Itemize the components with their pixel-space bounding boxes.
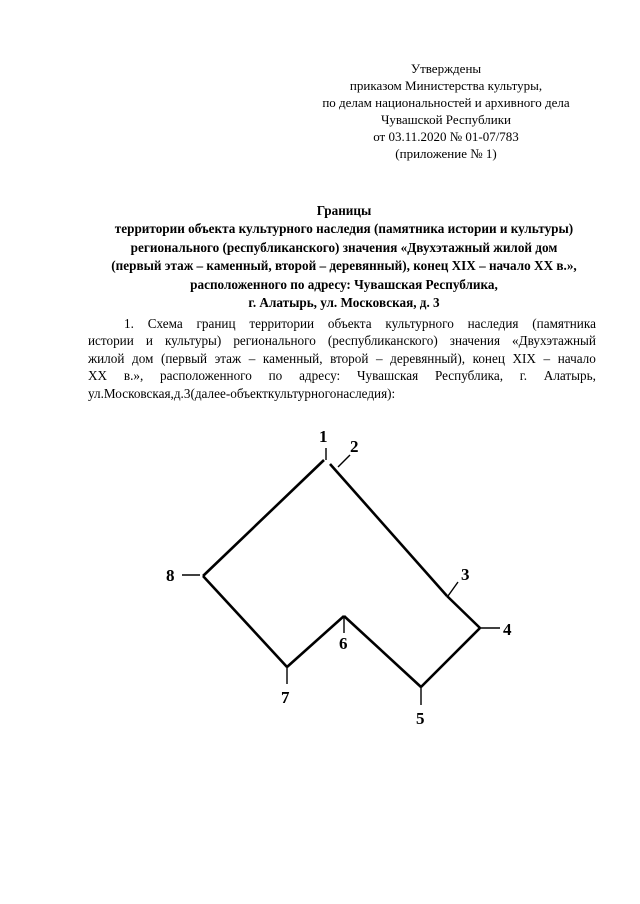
approval-line: Чувашской Республики xyxy=(380,112,512,127)
paragraph-word: культурного xyxy=(267,385,337,401)
paragraph-word: культурного xyxy=(385,316,454,331)
title-line: расположенного по адресу: Чувашская Республика, xyxy=(190,276,498,292)
leader-tick-3 xyxy=(448,582,458,596)
title-line: г. Алатырь, ул. Московская, д. 3 xyxy=(248,295,440,311)
paragraph-word: объект xyxy=(230,385,268,401)
paragraph-word: территории xyxy=(249,316,315,331)
paragraph-word: наследия): xyxy=(336,385,396,401)
paragraph-word: в.», xyxy=(123,368,144,384)
paragraph-word: – xyxy=(543,350,551,366)
title-line: территории объекта культурного наследия (памятника истории и культуры) xyxy=(114,221,574,237)
paragraph-word: (республиканского) xyxy=(327,333,438,349)
boundary-segment-5-4 xyxy=(421,628,480,687)
point-label-4: 4 xyxy=(503,620,512,639)
paragraph-word: (первый xyxy=(160,350,208,366)
paragraph-word: – xyxy=(248,350,256,366)
boundary-segment-1-8 xyxy=(203,460,324,576)
paragraph-word: Чувашская xyxy=(356,368,419,384)
paragraph-word: д. xyxy=(173,385,184,401)
paragraph-word: Схема xyxy=(147,316,183,331)
approval-line: по делам национальностей и архивного дела xyxy=(322,95,570,110)
paragraph-word: (далее xyxy=(190,385,226,401)
paragraph-word: «Двухэтажный xyxy=(512,333,596,349)
paragraph-word: и xyxy=(145,333,153,349)
paragraph-word: дом xyxy=(131,350,154,366)
boundary-segment-7-6 xyxy=(287,616,344,667)
approval-line: от 03.11.2020 № 01-07/783 xyxy=(373,129,519,144)
paragraph-word: значения xyxy=(449,333,501,349)
boundary-segment-6-5 xyxy=(344,616,421,687)
paragraph-word: этаж xyxy=(214,350,242,366)
paragraph-word: наследия xyxy=(467,316,519,331)
paragraph-word: культуры) xyxy=(164,333,222,349)
paragraph-word: XIX xyxy=(512,350,536,366)
paragraph-word: Московская, xyxy=(103,385,174,401)
boundary-segment-4-3 xyxy=(447,596,480,628)
paragraph-word: г. xyxy=(519,368,528,384)
paragraph-word: истории xyxy=(88,333,134,349)
paragraph-word: – xyxy=(375,350,383,366)
paragraph-word: границ xyxy=(196,316,236,331)
point-label-5: 5 xyxy=(416,709,425,728)
paragraph-word: XX xyxy=(88,368,108,384)
point-label-2: 2 xyxy=(350,437,359,456)
paragraph-word: 1. xyxy=(124,316,134,331)
boundary-segment-3-2 xyxy=(330,464,447,596)
boundary-segment-8-7 xyxy=(203,576,287,667)
paragraph-word: ул. xyxy=(88,385,104,401)
paragraph-word: регионального xyxy=(233,333,316,349)
paragraph-word: - xyxy=(225,385,231,401)
leader-tick-2 xyxy=(338,455,350,467)
paragraph-word: каменный, xyxy=(262,350,323,366)
paragraph-word: объекта xyxy=(327,316,372,331)
title-line: Границы xyxy=(316,203,372,218)
approval-line: Утверждены xyxy=(410,61,482,76)
paragraph-word: начало xyxy=(557,350,596,366)
point-label-7: 7 xyxy=(281,688,290,707)
paragraph-word: конец xyxy=(472,350,505,366)
paragraph-word: Республика, xyxy=(434,368,504,384)
paragraph-word: по xyxy=(268,368,283,384)
approval-line: приказом Министерства культуры, xyxy=(349,78,543,93)
paragraph-word: расположенного xyxy=(160,368,252,384)
approval-line: (приложение № 1) xyxy=(395,146,497,161)
point-label-1: 1 xyxy=(319,427,328,446)
point-label-3: 3 xyxy=(461,565,470,584)
title-line: (первый этаж – каменный, второй – деревянный), конец XIX – начало XX в.», xyxy=(111,258,577,274)
paragraph-word: второй xyxy=(330,350,369,366)
paragraph-word: 3 xyxy=(183,385,191,401)
point-label-6: 6 xyxy=(339,634,348,653)
paragraph-word: деревянный), xyxy=(390,350,466,366)
paragraph-word: (памятника xyxy=(532,316,596,331)
title-line: регионального (республиканского) значения «Двухэтажный жилой дом xyxy=(130,239,558,255)
paragraph-word: Алатырь, xyxy=(543,368,596,384)
paragraph-word: адресу: xyxy=(299,368,341,384)
paragraph-word: жилой xyxy=(88,350,125,366)
point-label-8: 8 xyxy=(166,566,175,585)
